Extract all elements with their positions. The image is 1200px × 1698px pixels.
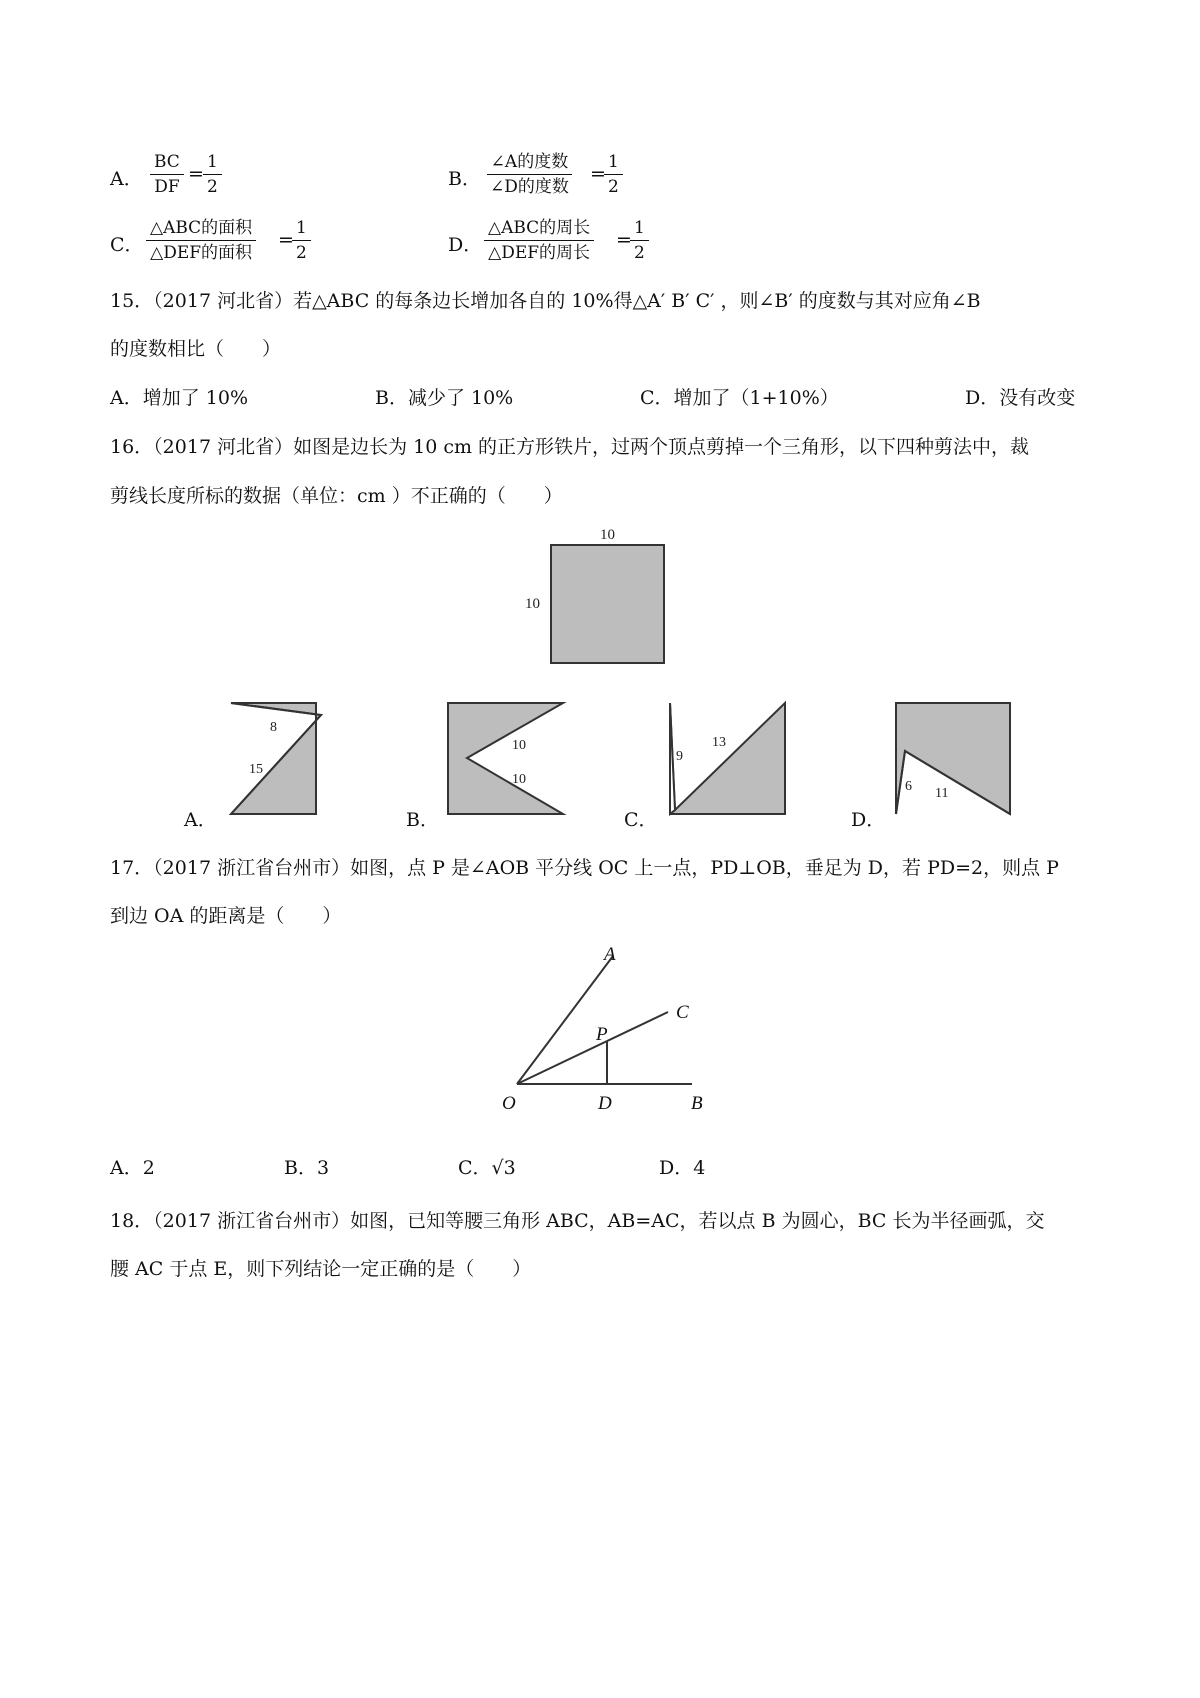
- fraction-denominator: DF: [154, 177, 180, 197]
- fraction-denominator: △DEF的周长: [488, 243, 591, 263]
- square-top-length: 10: [600, 527, 615, 543]
- q14-option-a-label: A．: [110, 168, 143, 190]
- fraction-numerator: △ABC的周长: [484, 216, 594, 241]
- q18-stem-line2: 腰 AC 于点 E，则下列结论一定正确的是（ ）: [110, 1258, 532, 1280]
- cut-a-mark-2: 15: [249, 762, 263, 777]
- ray-oc: [517, 1012, 668, 1084]
- ratio-numerator: 1: [203, 150, 222, 175]
- q15-option-d: D．没有改变: [965, 387, 1076, 409]
- ratio-numerator: 1: [630, 216, 649, 241]
- equals-sign: =: [278, 229, 294, 251]
- equals-sign: =: [590, 163, 606, 185]
- fraction-numerator: BC: [150, 150, 184, 175]
- q17-option-b: B．3: [284, 1157, 330, 1179]
- cut-c-mark-2: 13: [712, 735, 726, 750]
- point-c-label: C: [676, 1002, 689, 1023]
- ratio-numerator: 1: [604, 150, 623, 175]
- ratio-denominator: 2: [296, 243, 307, 263]
- ratio-denominator: 2: [634, 243, 645, 263]
- q17-option-a: A．2: [110, 1157, 155, 1179]
- cut-b-label: B．: [406, 809, 439, 831]
- q16-stem-line1: 16．（2017 河北省）如图是边长为 10 cm 的正方形铁片，过两个顶点剪掉一个三角形，以下四种剪法中，裁: [110, 436, 1030, 458]
- cut-d-mark-2: 11: [935, 786, 949, 801]
- cut-b-mark-2: 10: [512, 772, 526, 787]
- cut-a-mark-1: 8: [270, 720, 277, 735]
- cut-d-label: D．: [851, 809, 886, 831]
- point-d-label: D: [598, 1093, 612, 1114]
- ratio-numerator: 1: [292, 216, 311, 241]
- q17-stem-line2: 到边 OA 的距离是（ ）: [110, 905, 342, 927]
- cut-c-label: C．: [624, 809, 658, 831]
- q15-stem-line1: 15．（2017 河北省）若△ABC 的每条边长增加各自的 10%得△A′ B′ C′ ，则∠B′ 的度数与其对应角∠B: [110, 290, 981, 312]
- equals-sign: =: [616, 229, 632, 251]
- point-o-label: O: [502, 1093, 516, 1114]
- fraction-denominator: ∠D的度数: [490, 177, 569, 197]
- cut-d-mark-1: 6: [905, 779, 912, 794]
- q17-stem-line1: 17．（2017 浙江省台州市）如图，点 P 是∠AOB 平分线 OC 上一点，PD⊥OB，垂足为 D，若 PD=2，则点 P: [110, 857, 1059, 879]
- ray-oa: [517, 956, 613, 1084]
- q16-stem-line2: 剪线长度所标的数据（单位：cm ）不正确的（ ）: [110, 485, 563, 507]
- q14-option-b-label: B．: [448, 168, 481, 190]
- q14-option-d-label: D．: [448, 234, 483, 256]
- q17-option-d: D．4: [659, 1157, 706, 1179]
- equals-sign: =: [188, 163, 204, 185]
- point-p-label: P: [596, 1024, 608, 1045]
- point-a-label: A: [604, 944, 616, 965]
- cut-c-mark-1: 9: [676, 749, 683, 764]
- ratio-denominator: 2: [608, 177, 619, 197]
- square-left-length: 10: [525, 596, 540, 612]
- q18-stem-line1: 18．（2017 浙江省台州市）如图，已知等腰三角形 ABC，AB=AC，若以点 B 为圆心，BC 长为半径画弧，交: [110, 1210, 1045, 1232]
- fraction-numerator: ∠A的度数: [487, 150, 573, 175]
- cut-b-mark-1: 10: [512, 738, 526, 753]
- cut-a-label: A．: [184, 809, 217, 831]
- ratio-denominator: 2: [207, 177, 218, 197]
- q15-option-c: C．增加了（1+10%）: [640, 387, 839, 409]
- fraction-denominator: △DEF的面积: [150, 243, 253, 263]
- q15-option-b: B．减少了 10%: [375, 387, 514, 409]
- q15-option-a: A．增加了 10%: [110, 387, 248, 409]
- q17-option-c: C．√3: [458, 1157, 516, 1179]
- fraction-numerator: △ABC的面积: [146, 216, 256, 241]
- point-b-label: B: [691, 1093, 703, 1114]
- q14-option-c-label: C．: [110, 234, 144, 256]
- q15-stem-line2: 的度数相比（ ）: [110, 338, 282, 360]
